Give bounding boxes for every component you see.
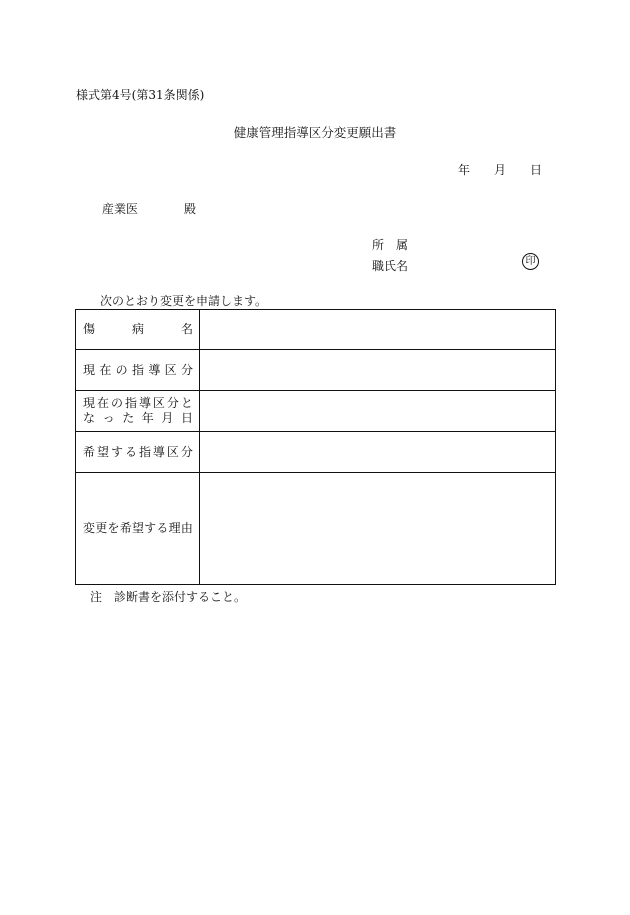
row-label: 傷 病 名 bbox=[83, 322, 193, 336]
row-label-cell bbox=[76, 432, 200, 473]
addressee-name: 産業医 bbox=[102, 202, 139, 216]
table-row bbox=[76, 432, 556, 473]
row-label: 現 在 の 指 導 区 分 と bbox=[83, 396, 193, 410]
date-month-label: 月 bbox=[494, 163, 507, 177]
injury-name-field[interactable] bbox=[200, 310, 556, 350]
desired-category-field[interactable] bbox=[200, 432, 556, 473]
row-label: な っ た 年 月 日 bbox=[83, 411, 193, 425]
row-label: 希 望 す る 指 導 区 分 bbox=[83, 444, 193, 459]
table-row bbox=[76, 391, 556, 432]
date-day-label: 日 bbox=[530, 163, 543, 177]
addressee-honorific: 殿 bbox=[184, 202, 197, 216]
category-date-field[interactable] bbox=[200, 391, 556, 432]
department-label: 所属 bbox=[372, 238, 421, 252]
row-label-cell bbox=[76, 310, 200, 350]
row-label-cell bbox=[76, 473, 200, 585]
form-number: 様式第4号(第31条関係) bbox=[76, 88, 205, 102]
name-label: 職氏名 bbox=[372, 259, 409, 273]
row-label-cell bbox=[76, 391, 200, 432]
seal-mark-icon: 印 bbox=[522, 253, 539, 270]
table-row bbox=[76, 310, 556, 350]
current-category-field[interactable] bbox=[200, 350, 556, 391]
table-row bbox=[76, 350, 556, 391]
application-table bbox=[75, 309, 556, 585]
footnote: 注 診断書を添付すること。 bbox=[90, 590, 247, 604]
document-title: 健康管理指導区分変更願出書 bbox=[233, 125, 397, 140]
row-label-cell bbox=[76, 350, 200, 391]
date-year-label: 年 bbox=[458, 163, 471, 177]
table-row bbox=[76, 473, 556, 585]
change-reason-field[interactable] bbox=[200, 473, 556, 585]
row-label: 現 在 の 指 導 区 分 bbox=[83, 362, 193, 377]
intro-text: 次のとおり変更を申請します。 bbox=[100, 294, 268, 308]
row-label: 変 更 を 希 望 す る 理 由 bbox=[83, 521, 193, 535]
